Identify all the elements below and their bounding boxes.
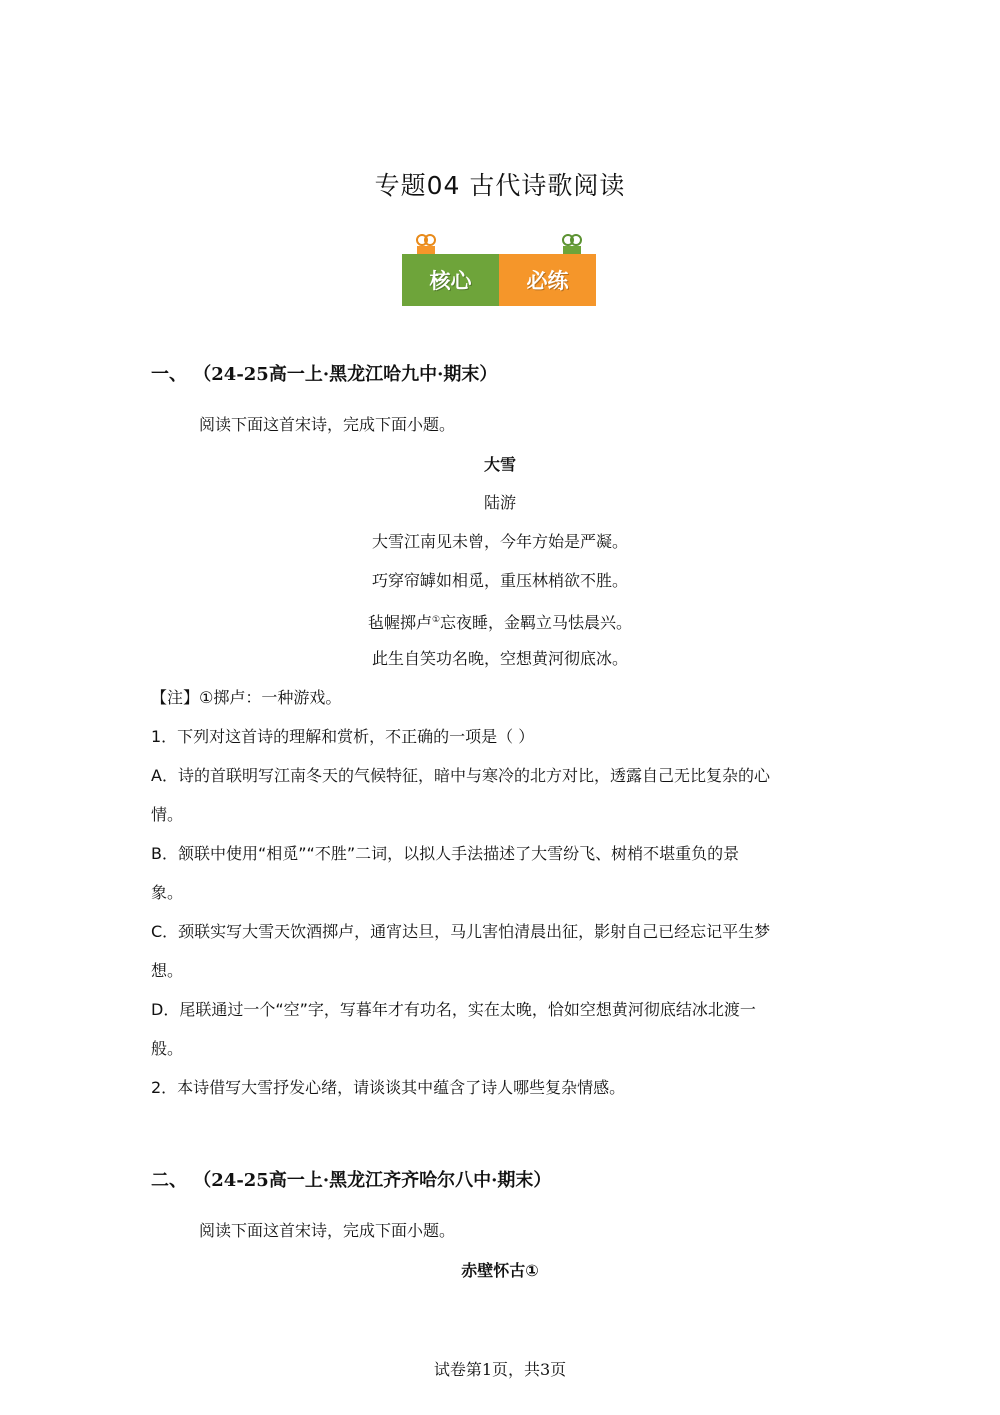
- core-practice-banner: [402, 234, 598, 306]
- option-a-cont: 情。: [151, 805, 184, 824]
- footnote-marker: ①: [431, 615, 441, 625]
- question-one: 1．下列对这首诗的理解和赏析，不正确的一项是（ ）: [151, 727, 535, 746]
- option-d-cont: 般。: [151, 1039, 184, 1058]
- poem-line-part: 忘夜睡，金羁立马怯晨兴。: [440, 613, 633, 632]
- section-two-instruction: 阅读下面这首宋诗，完成下面小题。: [199, 1221, 456, 1240]
- page-title: 专题04 古代诗歌阅读: [374, 171, 626, 200]
- poem-title: 赤壁怀古①: [461, 1261, 539, 1280]
- poem-author: 陆游: [483, 493, 516, 512]
- option-c: C．颈联实写大雪天饮酒掷卢，通宵达旦，马儿害怕清晨出征，影射自己已经忘记平生梦: [151, 922, 771, 941]
- poem-line-part: 毡幄掷卢: [367, 613, 432, 632]
- question-two: 2．本诗借写大雪抒发心绪，请谈谈其中蕴含了诗人哪些复杂情感。: [151, 1078, 626, 1097]
- banner-left-label: 核心: [402, 254, 499, 306]
- poem-line: 巧穿帘罅如相觅，重压林梢欲不胜。: [371, 571, 628, 590]
- section-two-heading: 二、 （24-25高一上·黑龙江齐齐哈尔八中·期末）: [151, 1170, 552, 1191]
- option-b: B．颔联中使用“相觅”“不胜”二词，以拟人手法描述了大雪纷飞、树梢不堪重负的景: [151, 844, 740, 863]
- option-a: A．诗的首联明写江南冬天的气候特征，暗中与寒冷的北方对比，透露自己无比复杂的心: [151, 766, 770, 785]
- poem-line: 此生自笑功名晚，空想黄河彻底冰。: [371, 649, 628, 668]
- poem-line: [0, 610, 1000, 633]
- poem-note: 【注】①掷卢：一种游戏。: [151, 688, 342, 707]
- option-c-cont: 想。: [151, 961, 184, 980]
- poem-line: 大雪江南见未曾，今年方始是严凝。: [371, 532, 628, 551]
- poem-title: 大雪: [483, 455, 516, 474]
- option-b-cont: 象。: [151, 883, 184, 902]
- option-d: D．尾联通过一个“空”字，写暮年才有功名，实在太晚，恰如空想黄河彻底结冰北渡一: [151, 1000, 756, 1019]
- section-one-heading: 一、 （24-25高一上·黑龙江哈九中·期末）: [151, 364, 498, 385]
- page-footer: 试卷第1页，共3页: [433, 1360, 567, 1379]
- section-one-instruction: 阅读下面这首宋诗，完成下面小题。: [199, 415, 456, 434]
- banner-right-label: 必练: [499, 254, 596, 306]
